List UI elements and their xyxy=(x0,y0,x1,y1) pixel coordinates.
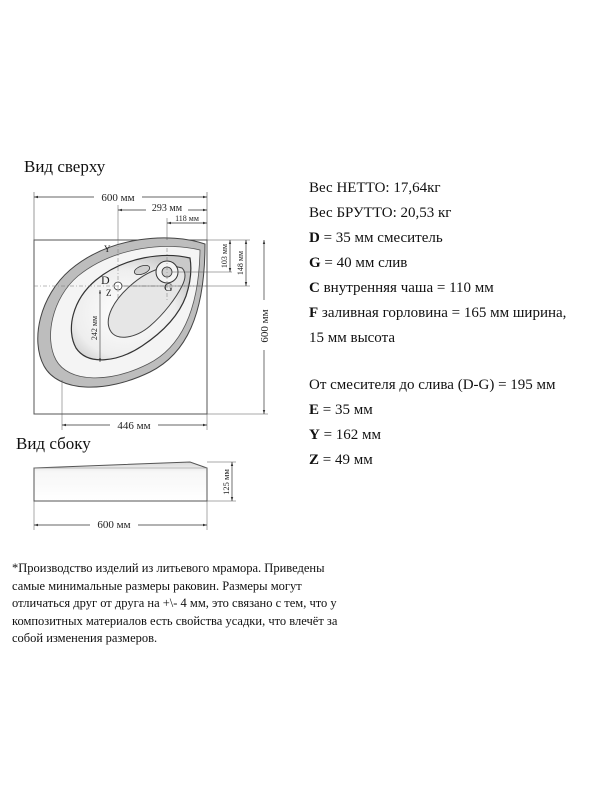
dim-side-height: 125 мм xyxy=(221,469,231,495)
spec-d xyxy=(309,226,566,251)
dim-to-mixer: 293 мм xyxy=(151,203,183,214)
side-view-title: Вид сбоку xyxy=(16,434,91,453)
dim-to-drain: 118 мм xyxy=(175,214,199,223)
marker-z: Z xyxy=(106,288,112,298)
spec-f-height: 15 мм высота xyxy=(309,330,396,346)
spec-net-weight: Вес НЕТТО: 17,64кг xyxy=(309,180,441,196)
dim-148: 148 мм xyxy=(236,250,245,276)
spec-d-key: D xyxy=(309,230,320,246)
spec-z-text: = 49 мм xyxy=(319,452,373,468)
spec-f xyxy=(309,301,566,326)
spec-y xyxy=(309,423,566,448)
marker-g: G xyxy=(164,280,173,294)
spec-z xyxy=(309,448,566,473)
dim-top-width: 600 мм xyxy=(101,192,135,204)
spec-c-text: внутренняя чаша = 110 мм xyxy=(319,280,494,296)
specs-list xyxy=(309,176,566,473)
spec-g-text: = 40 мм слив xyxy=(320,255,408,271)
spec-y-key: Y xyxy=(309,427,320,443)
spec-z-key: Z xyxy=(309,452,320,468)
marker-d: D xyxy=(101,273,110,287)
footnote: *Производство изделий из литьевого мрамора. Приведены самые минимальные размеры раковин. Размеры могут отличаться друг от друга на +\- 4 мм, это связано с тем, что у композитных материалов есть свойства усадки, что влечёт за собой изменения размеров. xyxy=(12,561,338,645)
spec-gross-weight: Вес БРУТТО: 20,53 кг xyxy=(309,205,452,221)
dim-side-width: 600 мм xyxy=(97,519,131,531)
spec-dg: От смесителя до слива (D-G) = 195 мм xyxy=(309,377,556,393)
dim-bottom-width: 446 мм xyxy=(117,420,151,432)
spec-e xyxy=(309,398,566,423)
spec-c xyxy=(309,276,566,301)
dim-inner-bowl: 242 мм xyxy=(90,315,99,341)
spec-f-text: заливная горловина = 165 мм ширина, xyxy=(318,305,567,321)
spec-g xyxy=(309,251,566,276)
spec-c-key: C xyxy=(309,280,320,296)
spec-y-text: = 162 мм xyxy=(319,427,382,443)
marker-y: Y xyxy=(104,244,111,254)
dim-103: 103 мм xyxy=(220,243,229,269)
dim-height: 600 мм xyxy=(259,309,271,343)
spec-d-text: = 35 мм смеситель xyxy=(319,230,443,246)
top-view-title: Вид сверху xyxy=(24,157,106,176)
spec-e-text: = 35 мм xyxy=(319,402,373,418)
spec-e-key: E xyxy=(309,402,320,418)
spec-g-key: G xyxy=(309,255,321,271)
spec-f-key: F xyxy=(309,305,319,321)
